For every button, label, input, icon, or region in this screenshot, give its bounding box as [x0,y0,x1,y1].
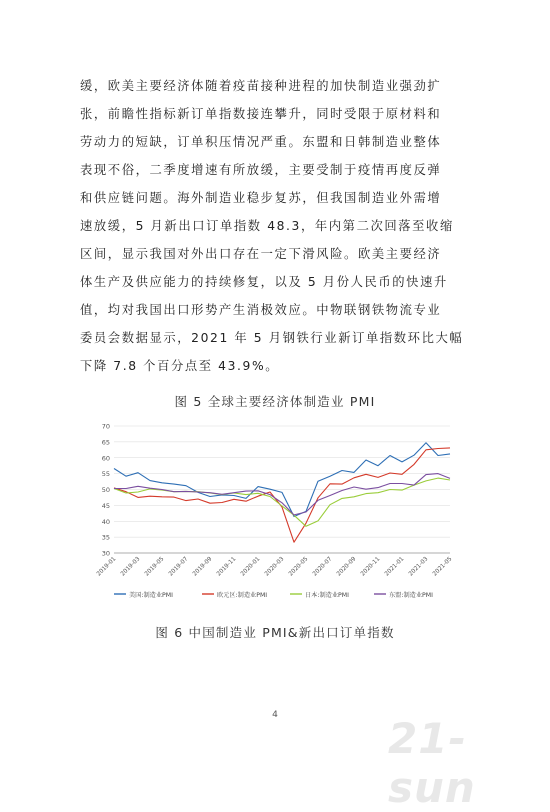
x-tick-label: 2020-01 [240,556,262,578]
series-line [114,474,450,515]
text-line: 表现不俗，二季度增速有所放缓，主要受制于疫情再度反弹 [80,163,442,177]
x-tick-label: 2021-03 [408,556,430,578]
x-tick-label: 2019-07 [168,556,190,578]
y-tick-label: 40 [101,517,110,526]
y-tick-label: 50 [101,486,110,494]
x-tick-label: 2020-09 [336,556,358,578]
text-line: 下降 7.8 个百分点至 43.9%。 [80,359,280,373]
legend-label: 美国:制造业PMI [129,592,173,599]
series-line [114,448,450,542]
text-line: 体生产及供应能力的持续修复，以及 5 月份人民币的快速升 [80,275,448,289]
legend-label: 日本:制造业PMI [305,592,349,599]
legend-label: 东盟:制造业PMI [389,592,433,599]
page-number: 4 [272,710,278,720]
x-tick-label: 2020-07 [312,556,334,578]
y-tick-label: 30 [101,549,110,558]
text-line: 和供应链问题。海外制造业稳步复苏，但我国制造业外需增 [80,191,442,205]
y-tick-label: 35 [101,533,110,542]
x-tick-label: 2020-03 [264,556,286,578]
x-tick-label: 2020-11 [360,556,382,578]
x-tick-label: 2019-03 [120,556,142,578]
text-line: 速放缓，5 月新出口订单指数 48.3，年内第二次回落至收缩 [80,219,454,233]
y-tick-label: 65 [101,438,110,447]
text-line: 值，均对我国出口形势产生消极效应。中物联钢铁物流专业 [80,303,442,317]
y-tick-label: 55 [101,470,110,479]
x-tick-label: 2019-11 [216,556,238,578]
x-tick-label: 2019-05 [144,556,166,578]
text-line: 委员会数据显示，2021 年 5 月钢铁行业新订单指数环比大幅 [80,331,464,345]
y-tick-label: 45 [101,501,110,510]
watermark-logo: 21-sun [388,714,476,812]
figure-5-caption: 图 5 全球主要经济体制造业 PMI [174,394,376,409]
text-line: 区间，显示我国对外出口存在一定下滑风险。欧美主要经济 [80,247,442,261]
x-tick-label: 2019-09 [192,556,214,578]
figure-6-caption: 图 6 中国制造业 PMI&新出口订单指数 [155,625,395,640]
x-tick-label: 2021-01 [384,556,406,578]
legend-label: 欧元区:制造业PMI [217,592,268,599]
body-text [80,72,480,380]
y-tick-label: 70 [101,422,110,431]
text-line: 张，前瞻性指标新订单指数接连攀升，同时受限于原材料和 [80,107,442,121]
pmi-line-chart [90,418,460,608]
x-tick-label: 2020-05 [288,556,310,578]
y-tick-label: 60 [101,454,110,463]
x-tick-label: 2021-05 [432,556,454,578]
x-tick-label: 2019-01 [96,556,118,578]
text-line: 劳动力的短缺，订单积压情况严重。东盟和日韩制造业整体 [80,135,442,149]
text-line: 缓，欧美主要经济体随着疫苗接种进程的加快制造业强劲扩 [80,79,442,93]
